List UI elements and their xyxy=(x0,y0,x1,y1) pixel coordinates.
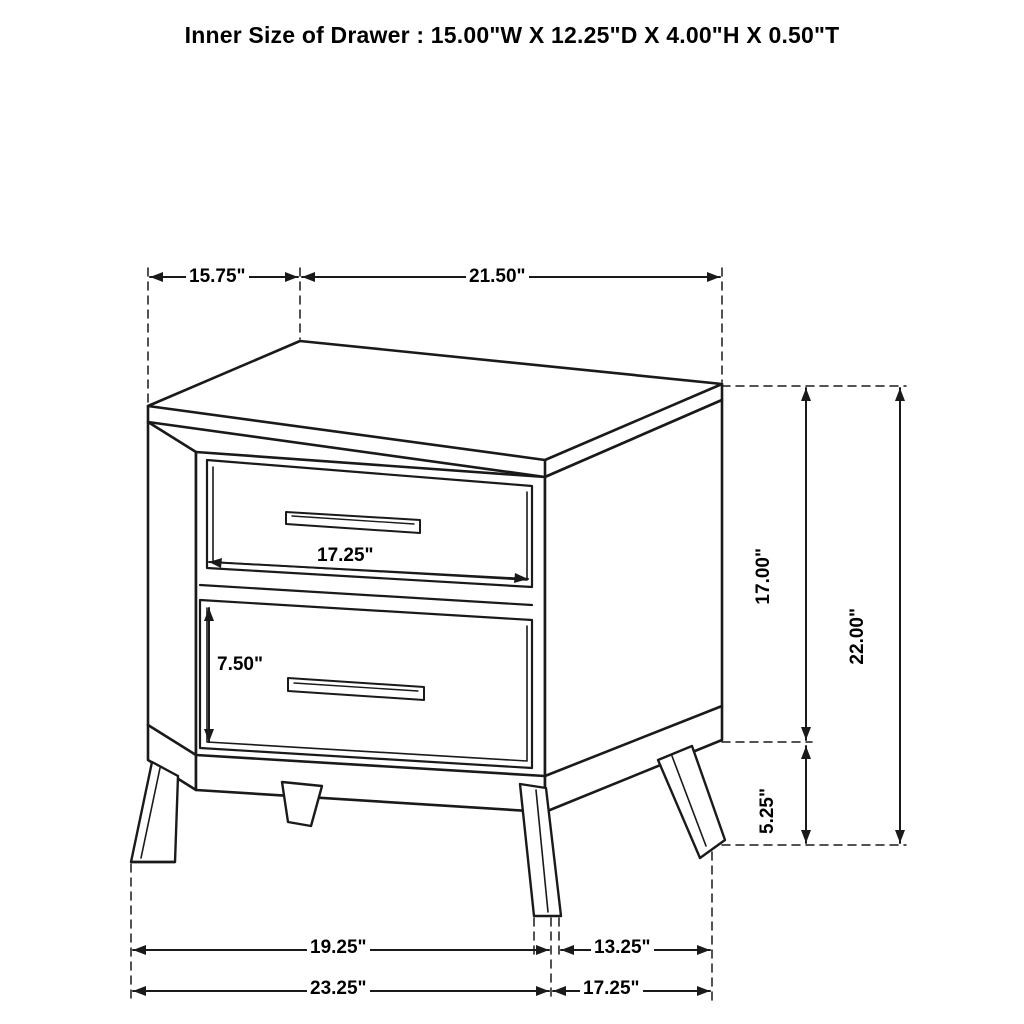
leg-rear-left xyxy=(282,782,322,826)
dimension-label-top-depth: 15.75" xyxy=(186,267,249,287)
dimension-label-leg-height: 5.25" xyxy=(758,785,778,837)
page-title: Inner Size of Drawer : 15.00"W X 12.25"D X 4.00"H X 0.50"T xyxy=(184,22,840,48)
dimension-label-drawer-width: 17.25" xyxy=(314,546,377,566)
cabinet-right-side xyxy=(545,400,722,812)
leg-rear-right xyxy=(658,746,725,858)
dimension-label-overall-depth: 17.25" xyxy=(580,979,643,999)
dimension-label-lower-drawer-height: 7.50" xyxy=(214,655,266,675)
leg-front-left xyxy=(131,762,178,862)
dimension-label-top-width: 21.50" xyxy=(466,267,529,287)
dimension-label-side-leg-span: 13.25" xyxy=(591,938,654,958)
dimension-label-total-height: 22.00" xyxy=(848,605,868,668)
dimension-label-overall-width: 23.25" xyxy=(307,979,370,999)
dimension-label-front-leg-span: 19.25" xyxy=(307,938,370,958)
dimension-label-cabinet-height: 17.00" xyxy=(754,545,774,608)
cabinet-left-side xyxy=(148,422,196,790)
